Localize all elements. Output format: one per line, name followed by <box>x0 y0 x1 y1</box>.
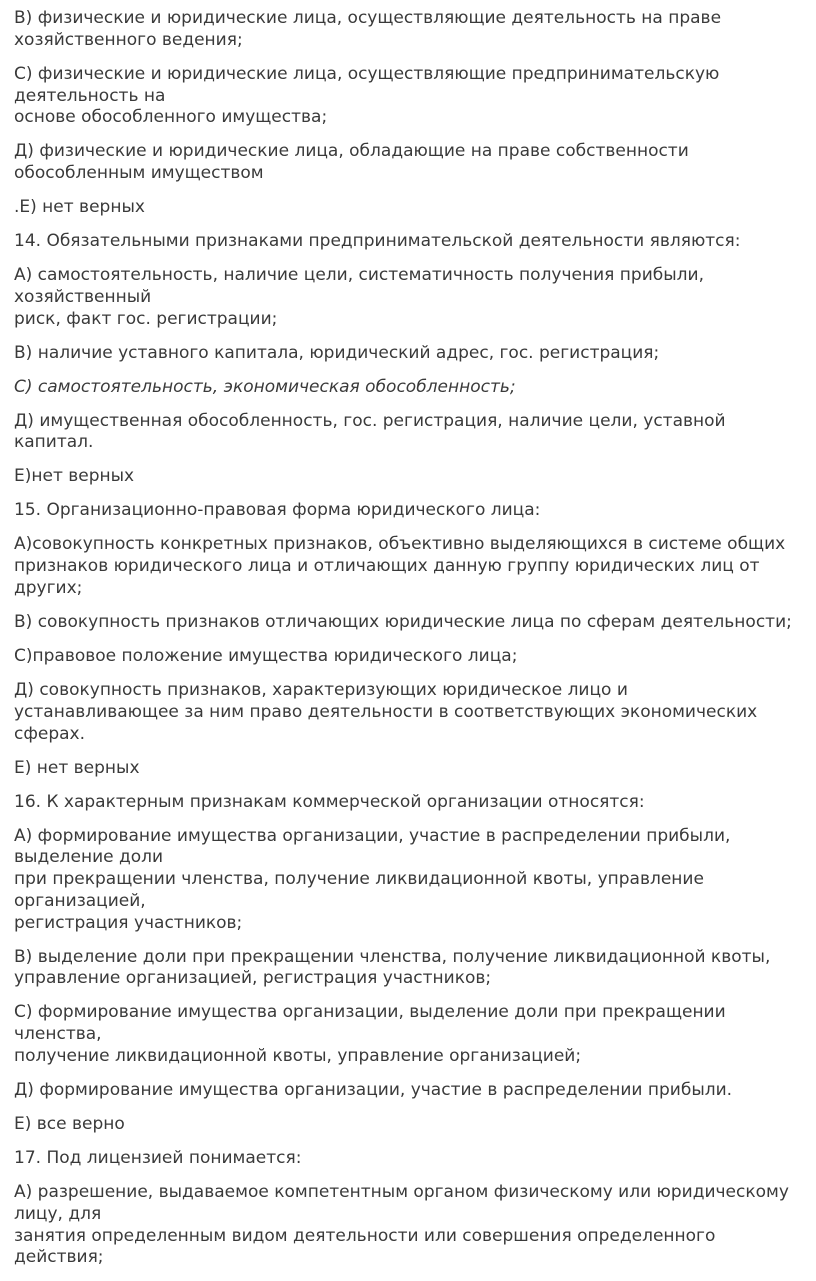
text-line: А) разрешение, выдаваемое компетентным органом физическому или юридическому <box>14 1181 789 1202</box>
text-line: получение ликвидационной квоты, управление организацией; <box>14 1046 582 1067</box>
text-line: 15. Организационно-правовая форма юридического лица: <box>14 500 541 521</box>
option-b-q15 <box>14 612 810 634</box>
option-b-q16 <box>14 947 810 991</box>
option-e-q13 <box>14 197 810 219</box>
text-line: С) самостоятельность, экономическая обособленность; <box>14 376 516 397</box>
text-line: 17. Под лицензией понимается: <box>14 1148 302 1168</box>
text-line: при прекращении членства, получение ликвидационной квоты, управление <box>14 869 704 890</box>
option-c-q15 <box>14 646 810 668</box>
text-line: 16. К характерным признакам коммерческой организации относятся: <box>14 791 645 812</box>
option-d-q13 <box>14 141 810 185</box>
option-d-q16 <box>14 1080 810 1102</box>
option-b-q14 <box>14 343 810 365</box>
option-e-q14 <box>14 466 810 488</box>
option-a-q16 <box>14 826 810 935</box>
text-line: занятия определенным видом деятельности или совершения определенного <box>14 1225 716 1246</box>
text-line: 14. Обязательными признаками предпринимательской деятельности являются: <box>14 231 741 252</box>
text-line: деятельность на <box>14 85 166 106</box>
text-line: С) физические и юридические лица, осуществляющие предпринимательскую <box>14 63 720 84</box>
text-line: членства, <box>14 1024 102 1045</box>
text-line: В) физические и юридические лица, осуществляющие деятельность на праве <box>14 8 722 28</box>
text-line: признаков юридического лица и отличающих данную группу юридических лиц от <box>14 556 760 577</box>
text-line: управление организацией, регистрация участников; <box>14 968 492 989</box>
option-e-q15 <box>14 758 810 780</box>
text-line: С) формирование имущества организации, выделение доли при прекращении <box>14 1002 726 1023</box>
option-a-q17 <box>14 1182 810 1269</box>
text-line: других; <box>14 578 83 598</box>
text-line: обособленным имуществом <box>14 163 264 184</box>
text-line: Е) нет верных <box>14 757 140 778</box>
text-line: Д) физические и юридические лица, обладающие на праве собственности <box>14 141 689 162</box>
option-c-q13 <box>14 64 810 129</box>
question-15 <box>14 500 810 522</box>
text-line: капитал. <box>14 432 94 453</box>
text-line: хозяйственного ведения; <box>14 29 243 50</box>
option-d-q15 <box>14 680 810 745</box>
option-e-q16 <box>14 1114 810 1136</box>
option-c-q16 <box>14 1002 810 1067</box>
question-16 <box>14 792 810 814</box>
option-b-q13 <box>14 8 810 52</box>
text-line: Е) все верно <box>14 1114 125 1135</box>
text-line: организацией, <box>14 890 146 911</box>
text-line: риск, факт гос. регистрации; <box>14 308 278 329</box>
text-line: хозяйственный <box>14 286 152 307</box>
option-c-q14 <box>14 377 810 399</box>
document-body <box>14 8 810 1281</box>
option-d-q14 <box>14 411 810 455</box>
text-line: сферах. <box>14 723 86 744</box>
text-line: Д) совокупность признаков, характеризующих юридическое лицо и <box>14 679 628 700</box>
text-line: Д) имущественная обособленность, гос. регистрация, наличие цели, уставной <box>14 410 726 431</box>
text-line: выделение доли <box>14 847 164 868</box>
text-line: А)совокупность конкретных признаков, объективно выделяющихся в системе общих <box>14 534 786 555</box>
text-line: В) совокупность признаков отличающих юридические лица по сферам деятельности; <box>14 611 792 632</box>
text-line: В) наличие уставного капитала, юридический адрес, гос. регистрация; <box>14 342 660 363</box>
text-line: Е)нет верных <box>14 466 135 487</box>
text-line: регистрация участников; <box>14 912 243 933</box>
option-a-q15 <box>14 534 810 599</box>
text-line: А) формирование имущества организации, участие в распределении прибыли, <box>14 825 731 846</box>
question-14 <box>14 231 810 253</box>
question-17 <box>14 1148 810 1170</box>
text-line: .Е) нет верных <box>14 197 145 218</box>
text-line: лицу, для <box>14 1203 102 1224</box>
text-line: А) самостоятельность, наличие цели, систематичность получения прибыли, <box>14 265 704 286</box>
text-line: действия; <box>14 1247 104 1268</box>
text-line: устанавливающее за ним право деятельности в соответствующих экономических <box>14 701 758 722</box>
text-line: С)правовое положение имущества юридического лица; <box>14 645 518 666</box>
text-line: Д) формирование имущества организации, участие в распределении прибыли. <box>14 1080 733 1101</box>
text-line: В) выделение доли при прекращении членства, получение ликвидационной квоты, <box>14 946 771 967</box>
option-a-q14 <box>14 265 810 330</box>
text-line: основе обособленного имущества; <box>14 107 328 128</box>
